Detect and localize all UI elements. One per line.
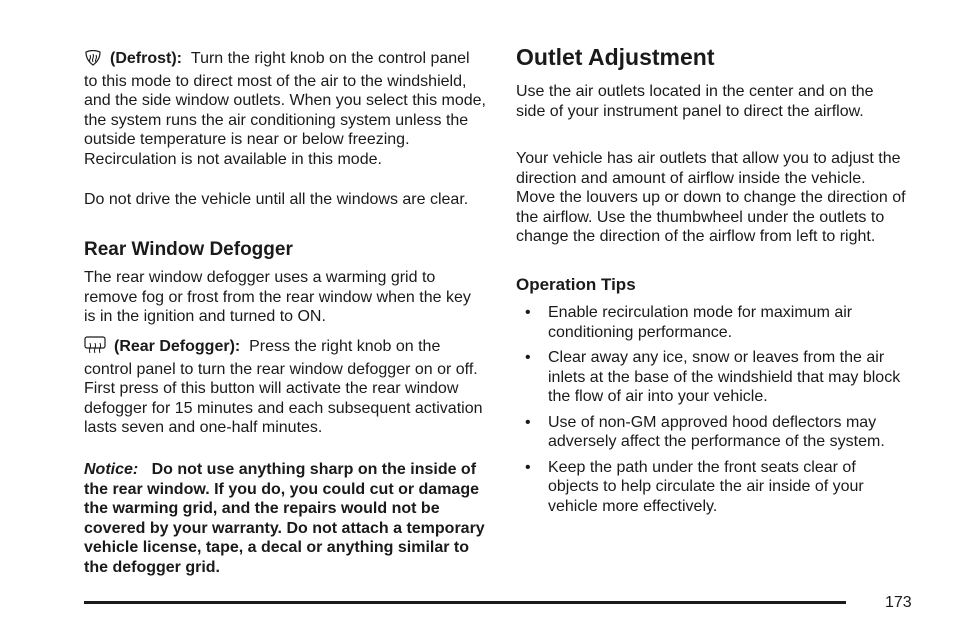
notice-text: Do not use anything sharp on the inside of the rear window. If you do, you could cut or damage the warming grid, and the repairs would not be covered by your warranty. Do not attach a temporary vehicle license, tape, a decal or anything similar to the defogger grid. xyxy=(84,461,485,576)
list-item xyxy=(516,458,906,517)
tip-text: Clear away any ice, snow or leaves from the air inlets at the base of the windshield that may block the flow of air into your vehicle. xyxy=(548,349,901,405)
defrost-text: Turn the right knob on the control panel to this mode to direct most of the air to the windshield, and the side window outlets. When you select this mode, the system runs the air conditioning system unless the outside temperature is near or below freezing. Recirculation is not available in this mode. xyxy=(84,50,486,168)
rear-defogger-icon xyxy=(84,336,106,360)
tip-text: Use of non-GM approved hood deflectors may adversely affect the performance of the system. xyxy=(548,413,885,450)
bullet: • xyxy=(525,304,531,321)
rear-defogger-label: (Rear Defogger): xyxy=(114,338,241,355)
outlet-adjustment-heading: Outlet Adjustment xyxy=(516,44,715,70)
rear-window-defogger-heading: Rear Window Defogger xyxy=(84,239,293,260)
tip-text: Keep the path under the front seats clear of objects to help circulate the air inside of your vehicle more effectively. xyxy=(548,458,864,515)
defrost-icon xyxy=(84,50,102,72)
air-outlets-paragraph: Use the air outlets located in the center and on the side of your instrument panel to direct the airflow. xyxy=(516,83,874,120)
defrost-label: (Defrost): xyxy=(110,50,182,67)
operation-tips-list xyxy=(516,303,906,522)
bullet: • xyxy=(525,458,531,476)
operation-tips-heading: Operation Tips xyxy=(516,275,636,294)
footer-rule xyxy=(84,601,846,604)
bullet: • xyxy=(525,349,531,366)
rear-defogger-description: The rear window defogger uses a warming grid to remove fog or frost from the rear window when the key is in the ignition and turned to ON. xyxy=(84,269,471,325)
bullet: • xyxy=(525,413,531,431)
rear-defogger-paragraph xyxy=(84,336,486,438)
page-number: 173 xyxy=(885,594,912,611)
notice-label: Notice: xyxy=(84,461,139,478)
no-drive-paragraph: Do not drive the vehicle until all the windows are clear. xyxy=(84,191,469,208)
list-item xyxy=(516,348,906,407)
list-item xyxy=(516,413,906,452)
tip-text: Enable recirculation mode for maximum air conditioning performance. xyxy=(548,304,853,341)
list-item xyxy=(516,303,906,342)
air-outlets-adjust-paragraph: Your vehicle has air outlets that allow you to adjust the direction and amount of airflow inside the vehicle. Move the louvers up or down to change the direction of the airflow. Use the thumbwheel under the outlets to change the direction of the airflow from left to right. xyxy=(516,150,906,245)
defrost-paragraph xyxy=(84,49,486,169)
notice-paragraph xyxy=(84,460,486,577)
rear-defogger-text: Press the right knob on the control panel to turn the rear window defogger on or off. First press of this button will activate the rear window defogger for 15 minutes and each subsequent activation lasts seven and one-half minutes. xyxy=(84,338,483,436)
